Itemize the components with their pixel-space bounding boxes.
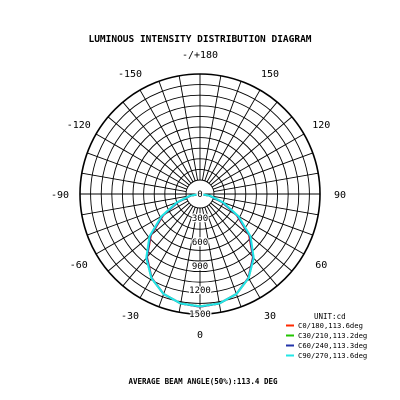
grid-spoke xyxy=(214,173,318,191)
radial-tick-label: 600 xyxy=(191,238,209,248)
radial-tick-label: 0 xyxy=(197,190,203,200)
radial-tick-label: 900 xyxy=(191,262,209,272)
angle-label: 0 xyxy=(196,330,204,341)
radial-tick-label: 300 xyxy=(191,214,209,224)
angle-label: -60 xyxy=(69,260,88,271)
grid-spoke xyxy=(214,196,318,214)
angle-label: 90 xyxy=(333,190,347,201)
angle-label: 150 xyxy=(260,68,280,80)
angle-label: -/+180 xyxy=(181,50,219,61)
radial-tick-label: 1500 xyxy=(189,310,211,320)
angle-label: 60 xyxy=(315,260,328,271)
legend-label: C0/180,113.6deg xyxy=(298,321,363,330)
radial-tick-label: 1200 xyxy=(189,286,211,296)
beam-angle-footer: AVERAGE BEAM ANGLE(50%):113.4 DEG xyxy=(128,377,278,386)
angle-label: -150 xyxy=(117,68,143,80)
grid-spoke xyxy=(179,76,197,180)
grid-spoke xyxy=(82,196,186,214)
angle-label: -30 xyxy=(120,311,140,323)
angle-label: -90 xyxy=(50,190,70,201)
legend-label: C90/270,113.6deg xyxy=(298,351,368,360)
grid-spoke xyxy=(82,173,186,191)
grid-spoke xyxy=(108,117,189,185)
legend-label: C30/210,113.2deg xyxy=(298,331,368,340)
chart-title: LUMINOUS INTENSITY DISTRIBUTION DIAGRAM xyxy=(88,34,312,45)
angle-label: 30 xyxy=(263,311,277,323)
angle-label: 120 xyxy=(312,120,331,131)
angle-label: -120 xyxy=(66,120,91,131)
unit-label: UNIT:cd xyxy=(314,312,346,321)
grid-spoke xyxy=(123,102,191,183)
grid-spoke xyxy=(211,117,292,185)
grid-spoke xyxy=(209,102,277,183)
grid-spoke xyxy=(123,205,191,286)
legend-label: C60/240,113.3deg xyxy=(298,341,368,350)
grid-spoke xyxy=(202,76,220,180)
grid-spoke xyxy=(209,205,277,286)
legend xyxy=(286,312,367,360)
